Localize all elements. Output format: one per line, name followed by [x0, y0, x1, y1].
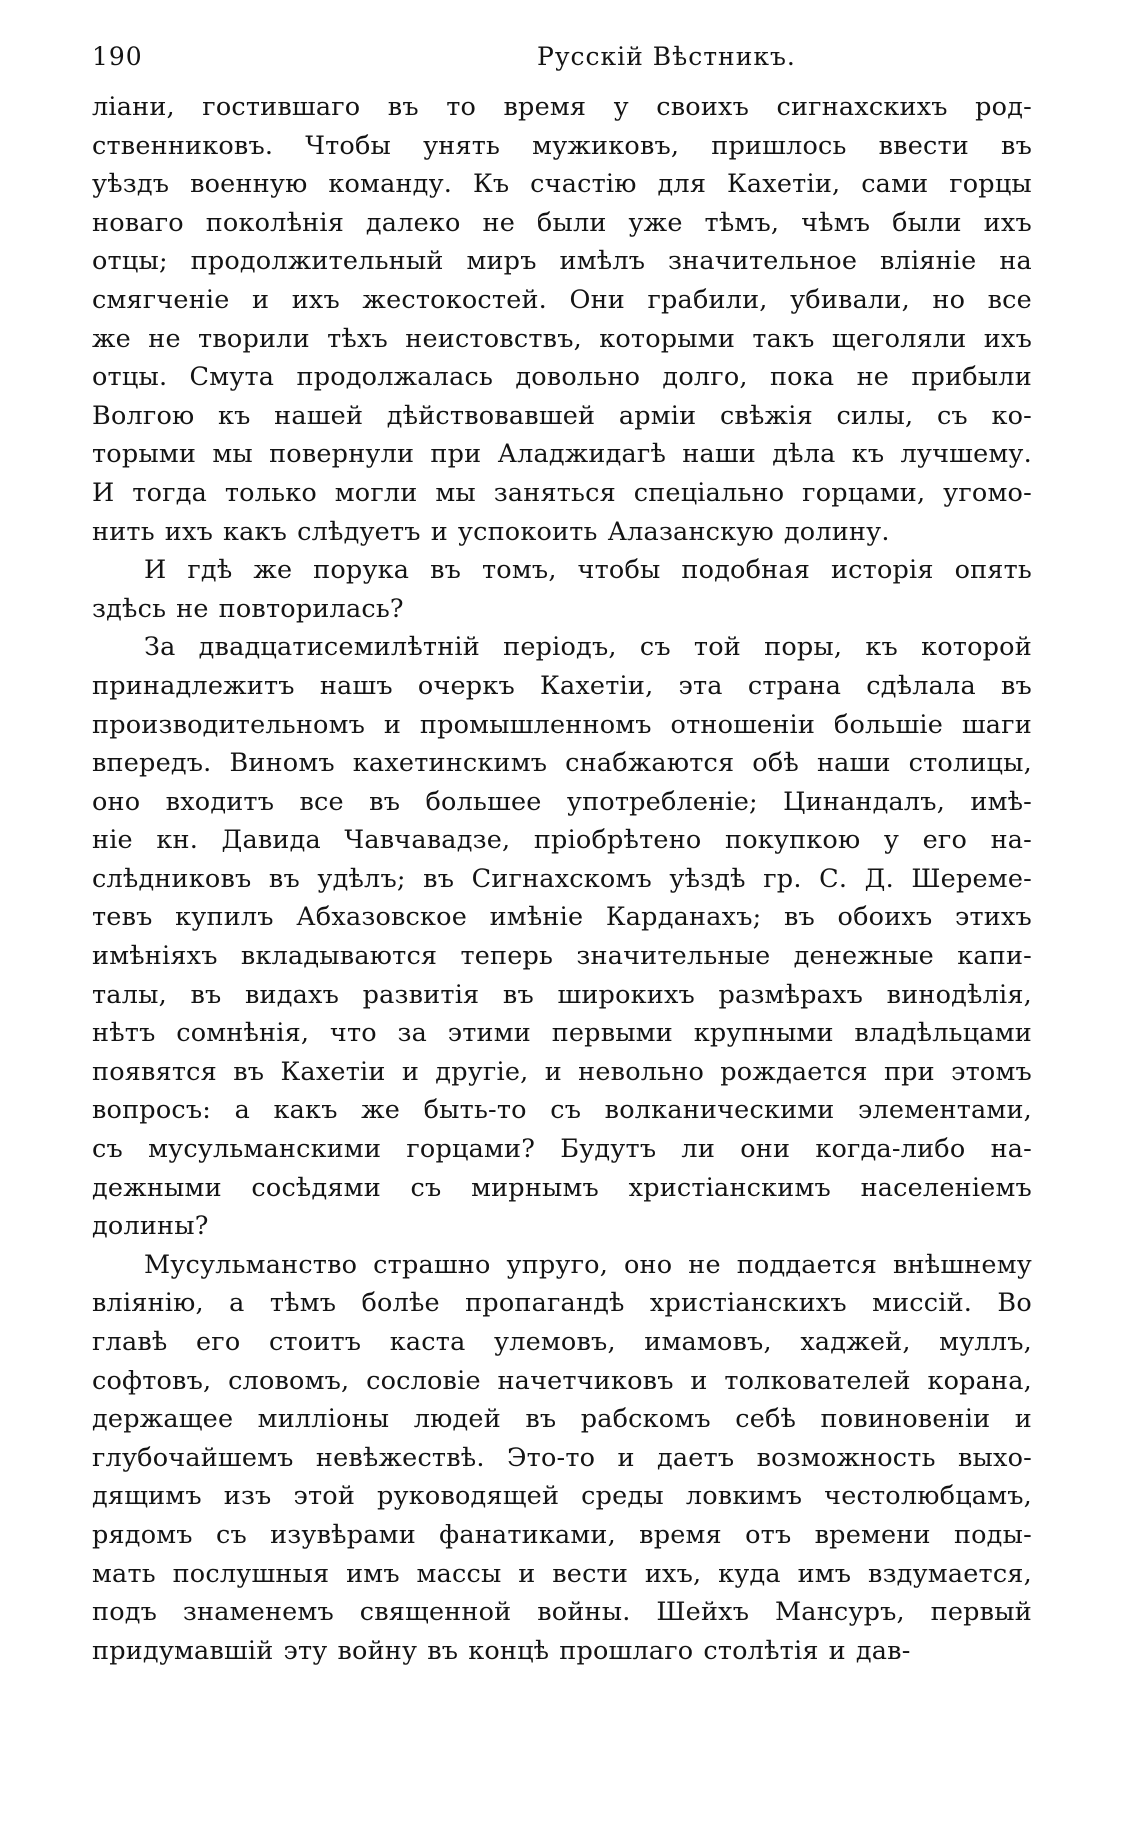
- text-line: За двадцатисемилѣтній періодъ, съ той поры, къ которой: [144, 632, 1032, 663]
- text-line: же не творили тѣхъ неистовствъ, которыми такъ щеголяли ихъ: [92, 323, 1032, 354]
- text-line: ственниковъ. Чтобы унять мужиковъ, пришлось ввести въ: [92, 130, 1032, 161]
- text-line: имѣніяхъ вкладываются теперь значительные денежные капи-: [92, 941, 1032, 972]
- text-line: оно входитъ все въ большее употребленіе; Цинандалъ, имѣ-: [92, 786, 1032, 817]
- text-line: ліани, гостившаго въ то время у своихъ сигнахскихъ род-: [92, 92, 1032, 122]
- text-line: принадлежитъ нашъ очеркъ Кахетіи, эта страна сдѣлала въ: [92, 670, 1032, 701]
- text-line: рядомъ съ изувѣрами фанатиками, время отъ времени поды-: [92, 1519, 1032, 1550]
- text-line: отцы; продолжительный миръ имѣлъ значительное вліяніе на: [92, 246, 1032, 277]
- text-line: долины?: [92, 1211, 209, 1242]
- text-line: уѣздъ военную команду. Къ счастію для Кахетіи, сами горцы: [92, 169, 1032, 200]
- paragraph: [92, 88, 1032, 551]
- text-line: И тогда только могли мы заняться спеціально горцами, угомо-: [92, 477, 1032, 508]
- running-title: Русскій Вѣстникъ.: [537, 42, 796, 71]
- text-line: производительномъ и промышленномъ отношеніи большіе шаги: [92, 709, 1032, 740]
- text-line: слѣдниковъ въ удѣлъ; въ Сигнахскомъ уѣздѣ гр. С. Д. Шереме-: [92, 863, 1032, 894]
- paragraph: [92, 628, 1032, 1246]
- text-line: главѣ его стоитъ каста улемовъ, имамовъ, хаджей, муллъ,: [92, 1327, 1032, 1357]
- text-line: глубочайшемъ невѣжествѣ. Это-то и даетъ возможность выхо-: [92, 1442, 1032, 1473]
- text-line: И гдѣ же порука въ томъ, чтобы подобная исторія опять: [144, 555, 1032, 586]
- text-line: нѣтъ сомнѣнія, что за этими первыми крупными владѣльцами: [92, 1018, 1032, 1049]
- text-line: Мусульманство страшно упруго, оно не поддается внѣшнему: [144, 1249, 1032, 1280]
- text-line: софтовъ, словомъ, сословіе начетчиковъ и толкователей корана,: [92, 1365, 1032, 1396]
- text-line: впередъ. Виномъ кахетинскимъ снабжаются обѣ наши столицы,: [92, 748, 1032, 779]
- text-line: придумавшій эту войну въ концѣ прошлаго столѣтія и дав-: [92, 1635, 911, 1666]
- text-line: Волгою къ нашей дѣйствовавшей арміи свѣжія силы, съ ко-: [92, 400, 1032, 431]
- text-line: смягченіе и ихъ жестокостей. Они грабили, убивали, но все: [92, 284, 1032, 315]
- text-line: ніе кн. Давида Чавчавадзе, пріобрѣтено покупкою у его на-: [92, 825, 1032, 856]
- text-line: торыми мы повернули при Аладжидагѣ наши дѣла къ лучшему.: [92, 439, 1032, 470]
- text-line: мать послушныя имъ массы и вести ихъ, куда имъ вздумается,: [92, 1558, 1032, 1589]
- text-line: отцы. Смута продолжалась довольно долго, пока не прибыли: [92, 362, 1032, 393]
- paragraph: [92, 1246, 1032, 1671]
- body-text: [92, 88, 1032, 1670]
- text-line: дящимъ изъ этой руководящей среды ловкимъ честолюбцамъ,: [92, 1481, 1032, 1512]
- paragraph: [92, 551, 1032, 628]
- text-line: вліянію, а тѣмъ болѣе пропагандѣ христіанскихъ миссій. Во: [92, 1288, 1032, 1319]
- text-line: появятся въ Кахетіи и другіе, и невольно рождается при этомъ: [92, 1056, 1032, 1087]
- text-line: дежными сосѣдями съ мирнымъ христіанскимъ населеніемъ: [92, 1172, 1032, 1203]
- text-line: новаго поколѣнія далеко не были уже тѣмъ, чѣмъ были ихъ: [92, 207, 1032, 238]
- text-line: подъ знаменемъ священной войны. Шейхъ Мансуръ, первый: [92, 1597, 1032, 1628]
- text-line: съ мусульманскими горцами? Будутъ ли они когда-либо на-: [92, 1134, 1032, 1165]
- text-line: держащее милліоны людей въ рабскомъ себѣ повиновеніи и: [92, 1404, 1032, 1435]
- text-line: здѣсь не повторилась?: [92, 593, 404, 624]
- text-line: талы, въ видахъ развитія въ широкихъ размѣрахъ винодѣлія,: [92, 979, 1032, 1010]
- text-line: вопросъ: а какъ же быть-то съ волканическими элементами,: [92, 1095, 1032, 1126]
- text-line: нить ихъ какъ слѣдуетъ и успокоить Алазанскую долину.: [92, 516, 890, 547]
- page-number: 190: [92, 42, 143, 71]
- text-line: тевъ купилъ Абхазовское имѣніе Карданахъ; въ обоихъ этихъ: [92, 902, 1032, 933]
- page-header: [92, 38, 1032, 78]
